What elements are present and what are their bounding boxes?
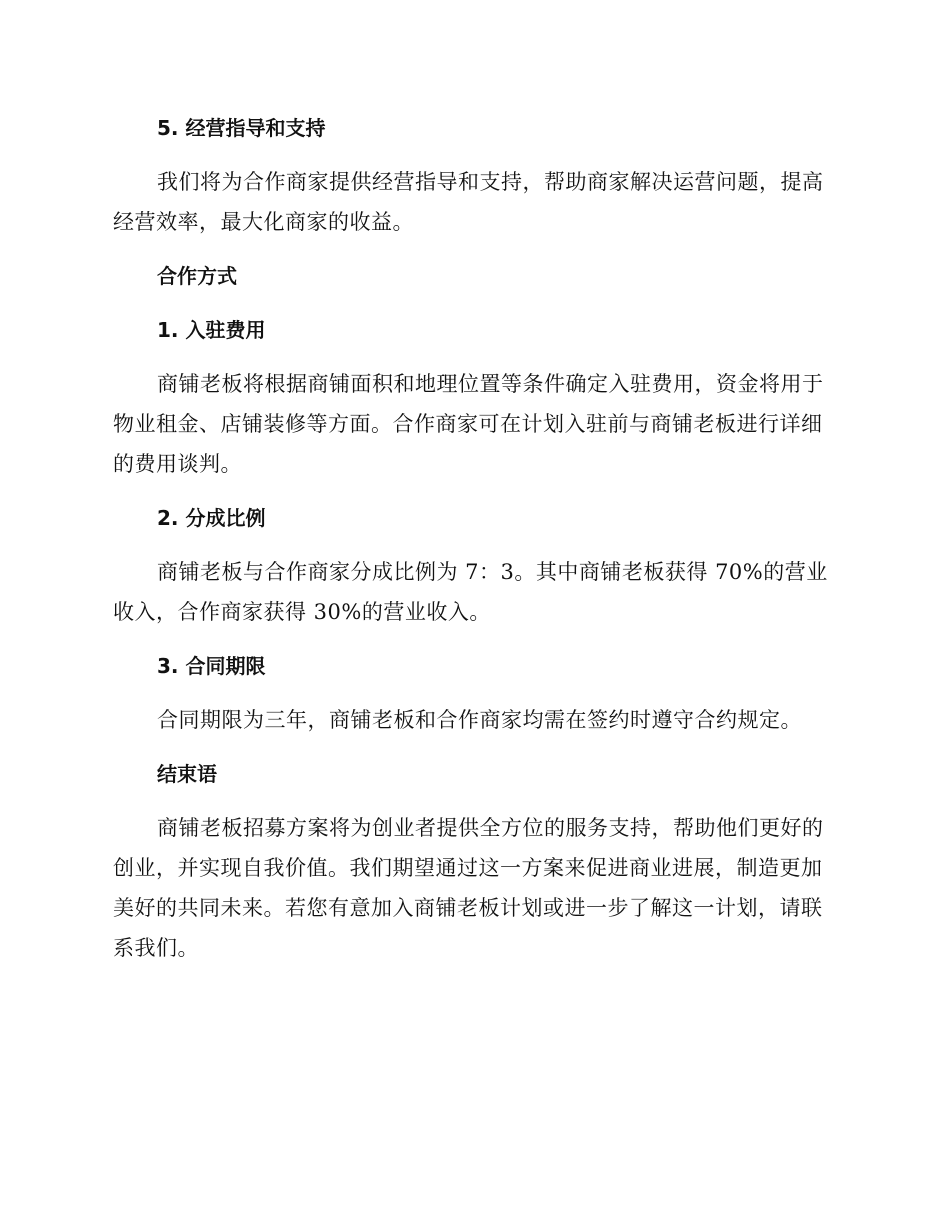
section-heading-conclusion: 结束语 [157, 762, 217, 786]
section-heading-business-guidance: 5. 经营指导和支持 [157, 116, 326, 140]
paragraph-business-guidance: 我们将为合作商家提供经营指导和支持，帮助商家解决运营问题，提高经营效率，最大化商家的收益。 [113, 170, 824, 234]
section-heading-revenue-share: 2. 分成比例 [157, 506, 266, 530]
paragraph-conclusion: 商铺老板招募方案将为创业者提供全方位的服务支持，帮助他们更好的创业，并实现自我价值。我们期望通过这一方案来促进商业进展，制造更加美好的共同未来。若您有意加入商铺老板计划或进一步了解这一计划，请联系我们。 [113, 816, 824, 960]
section-heading-cooperation-method: 合作方式 [157, 264, 237, 288]
paragraph-contract-term: 合同期限为三年，商铺老板和合作商家均需在签约时遵守合约规定。 [157, 708, 802, 732]
section-heading-contract-term: 3. 合同期限 [157, 654, 266, 678]
section-heading-entry-fee: 1. 入驻费用 [157, 318, 266, 342]
paragraph-entry-fee: 商铺老板将根据商铺面积和地理位置等条件确定入驻费用，资金将用于物业租金、店铺装修等方面。合作商家可在计划入驻前与商铺老板进行详细的费用谈判。 [113, 372, 824, 476]
paragraph-revenue-share: 商铺老板与合作商家分成比例为 7：3。其中商铺老板获得 70%的营业收入，合作商家获得 30%的营业收入。 [113, 560, 828, 624]
document-body [113, 108, 835, 982]
